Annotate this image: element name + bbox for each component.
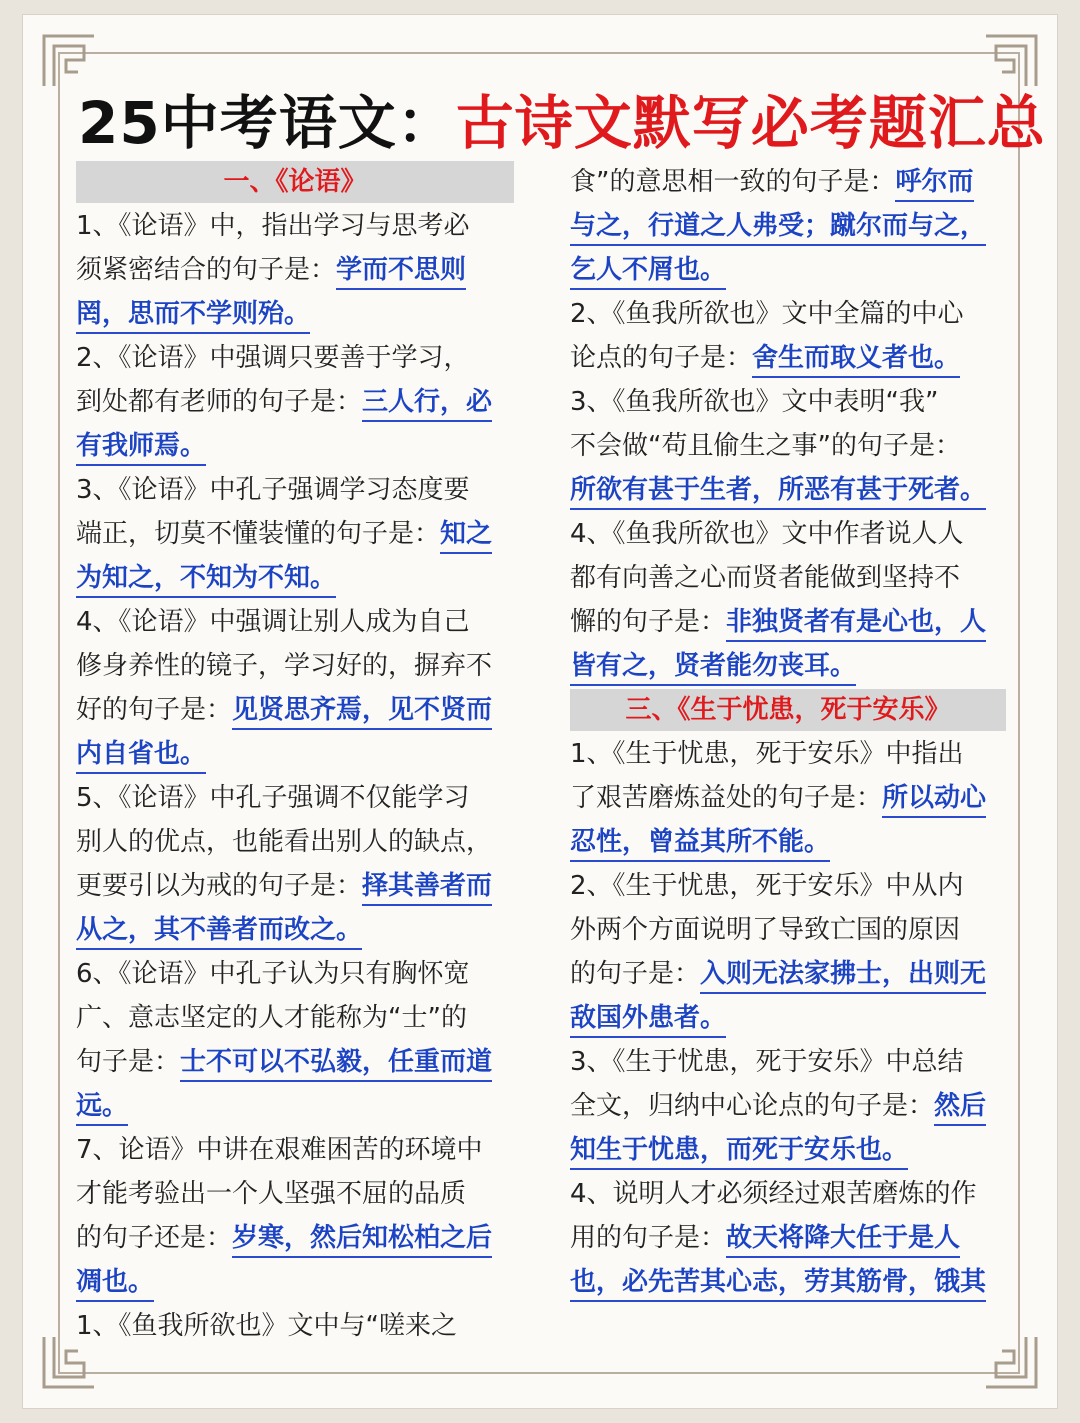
question-text: 修身养性的镜子，学习好的，摒弃不 [76,651,493,681]
answer-text: 忍性，曾益其所不能。 [570,824,830,862]
right-lines-b [570,732,1006,1304]
text-line [76,512,514,556]
question-text: 3、《鱼我所欲也》文中表明“我” [570,387,939,417]
text-line [76,380,514,424]
answer-text: 罔，思而不学则殆。 [76,296,310,334]
left-lines [76,204,514,1348]
section-heading-lunyu: 一、《论语》 [76,161,514,203]
question-text: 4、《论语》中强调让别人成为自己 [76,607,470,637]
question-text: 端正，切莫不懂装懂的句子是： [76,519,441,549]
answer-text: 三人行，必 [362,384,492,422]
question-text: 才能考验出一个人坚强不屈的品质 [76,1179,467,1209]
answer-text: 入则无法家拂士，出则无 [700,956,986,994]
text-line [570,160,1006,204]
question-text: 1、《论语》中，指出学习与思考必 [76,211,470,241]
question-text: 4、《鱼我所欲也》文中作者说人人 [570,519,964,549]
text-line [76,908,514,952]
answer-text: 从之，其不善者而改之。 [76,912,362,950]
question-text: 7、论语》中讲在艰难困苦的环境中 [76,1135,483,1165]
question-text: 食”的意思相一致的句子是： [570,167,896,197]
text-line [76,1216,514,1260]
title-main: 古诗文默写必考题汇总 [455,89,1046,157]
text-line [570,732,1006,776]
answer-text: 为知之，不知为不知。 [76,560,336,598]
text-line [76,248,514,292]
answer-text: 岁寒，然后知松柏之后 [232,1220,492,1258]
question-text: 广、意志坚定的人才能称为“士”的 [76,1003,467,1033]
question-text: 4、说明人才必须经过艰苦磨炼的作 [570,1179,977,1209]
text-line [570,864,1006,908]
question-text: 了艰苦磨炼益处的句子是： [570,783,883,813]
text-line [570,1040,1006,1084]
answer-text: 知生于忧患，而死于安乐也。 [570,1132,908,1170]
text-line [570,1216,1006,1260]
text-line [570,952,1006,996]
text-line [570,996,1006,1040]
text-line [570,204,1006,248]
question-text: 的句子是： [570,959,701,989]
section-heading-shengyu: 三、《生于忧患，死于安乐》 [570,689,1006,731]
left-column [76,160,514,1348]
text-line [570,556,1006,600]
text-line [570,1172,1006,1216]
question-text: 到处都有老师的句子是： [76,387,363,417]
question-text: 3、《论语》中孔子强调学习态度要 [76,475,470,505]
question-text: 6、《论语》中孔子认为只有胸怀宽 [76,959,470,989]
text-line [76,776,514,820]
answer-text: 所以动心 [882,780,986,818]
question-text: 都有向善之心而贤者能做到坚持不 [570,563,961,593]
answer-text: 乞人不屑也。 [570,252,726,290]
text-line [570,468,1006,512]
question-text: 1、《鱼我所欲也》文中与“嗟来之 [76,1311,458,1341]
question-text: 用的句子是： [570,1223,727,1253]
text-line [76,1040,514,1084]
text-line [76,820,514,864]
text-line [570,1260,1006,1304]
question-text: 句子是： [76,1047,181,1077]
answer-text: 内自省也。 [76,736,206,774]
corner-ornament-icon [982,1333,1040,1391]
answer-text: 非独贤者有是心也，人 [726,604,986,642]
text-line [76,1172,514,1216]
answer-text: 舍生而取义者也。 [752,340,960,378]
text-line [76,204,514,248]
text-line [76,688,514,732]
text-line [570,380,1006,424]
question-text: 不会做“苟且偷生之事”的句子是： [570,431,961,461]
text-line [76,1260,514,1304]
answer-text: 凋也。 [76,1264,154,1302]
answer-text: 所欲有甚于生者，所恶有甚于死者。 [570,472,986,510]
right-lines-a [570,160,1006,688]
question-text: 论点的句子是： [570,343,753,373]
text-line [76,556,514,600]
question-text: 更要引以为戒的句子是： [76,871,363,901]
question-text: 好的句子是： [76,695,233,725]
text-line [76,468,514,512]
text-line [570,820,1006,864]
text-line [76,1304,514,1348]
text-line [570,248,1006,292]
answer-text: 然后 [934,1088,986,1126]
text-line [570,776,1006,820]
text-line [570,1128,1006,1172]
answer-text: 与之，行道之人弗受；蹴尔而与之， [570,208,986,246]
question-text: 的句子还是： [76,1223,233,1253]
text-line [76,644,514,688]
answer-text: 择其善者而 [362,868,492,906]
answer-text: 学而不思则 [336,252,466,290]
question-text: 懈的句子是： [570,607,727,637]
text-line [76,292,514,336]
text-line [76,732,514,776]
title-prefix: 25中考语文： [78,89,456,157]
question-text: 须紧密结合的句子是： [76,255,337,285]
text-line [76,1084,514,1128]
answer-text: 皆有之，贤者能勿丧耳。 [570,648,856,686]
question-text: 5、《论语》中孔子强调不仅能学习 [76,783,470,813]
question-text: 别人的优点，也能看出别人的缺点， [76,827,493,857]
answer-text: 士不可以不弘毅，任重而道 [180,1044,492,1082]
answer-text: 有我师焉。 [76,428,206,466]
answer-text: 远。 [76,1088,128,1126]
text-line [570,644,1006,688]
answer-text: 也，必先苦其心志，劳其筋骨，饿其 [570,1264,986,1302]
text-line [76,1128,514,1172]
question-text: 2、《鱼我所欲也》文中全篇的中心 [570,299,964,329]
text-line [76,424,514,468]
answer-text: 故天将降大任于是人 [726,1220,960,1258]
question-text: 1、《生于忧患，死于安乐》中指出 [570,739,964,769]
text-line [570,908,1006,952]
question-text: 2、《论语》中强调只要善于学习， [76,343,470,373]
text-line [570,292,1006,336]
text-line [570,600,1006,644]
page-title [78,76,1046,157]
text-line [570,512,1006,556]
text-line [570,1084,1006,1128]
question-text: 全文，归纳中心论点的句子是： [570,1091,935,1121]
right-column [570,160,1006,1304]
answer-text: 知之 [440,516,492,554]
answer-text: 呼尔而 [895,164,973,202]
question-text: 2、《生于忧患，死于安乐》中从内 [570,871,964,901]
text-line [76,996,514,1040]
text-line [76,952,514,996]
text-line [76,600,514,644]
answer-text: 敌国外患者。 [570,1000,726,1038]
answer-text: 见贤思齐焉，见不贤而 [232,692,492,730]
text-line [76,336,514,380]
question-text: 3、《生于忧患，死于安乐》中总结 [570,1047,964,1077]
text-line [570,336,1006,380]
question-text: 外两个方面说明了导致亡国的原因 [570,915,961,945]
text-line [570,424,1006,468]
text-line [76,864,514,908]
